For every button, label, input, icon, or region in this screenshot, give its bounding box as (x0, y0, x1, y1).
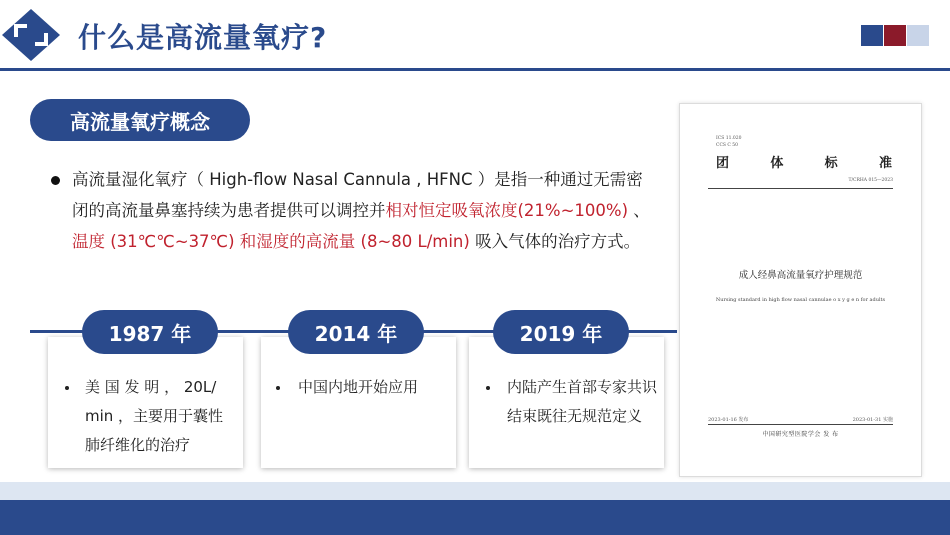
card-bullet (276, 386, 280, 390)
year-badge-2014: 2014 年 (288, 310, 424, 354)
timeline-card-1987 (48, 337, 243, 468)
doc-ccs-code: CCS C 50 (716, 143, 738, 148)
card-text: 内陆产生首部专家共识结束既往无规范定义 (507, 378, 658, 425)
doc-sub-title: Nursing standard in high flow nasal cannulae o x y g e n for adults (715, 297, 886, 303)
concept-paragraph (72, 164, 657, 257)
accent-square-blue (861, 25, 883, 46)
doc-effective-date: 2023-01-31 实施 (852, 417, 893, 423)
standard-document-thumbnail (679, 103, 922, 477)
doc-heading-char: 标 (824, 156, 838, 171)
doc-ics-code: ICS 11.020 (716, 136, 742, 141)
doc-heading-char: 准 (878, 156, 892, 171)
header-divider (0, 68, 950, 71)
year-badge-2019: 2019 年 (493, 310, 629, 354)
doc-number: T/CRHA 015—2023 (848, 178, 893, 183)
timeline-card-2019 (469, 337, 664, 468)
bullet-dot (51, 176, 60, 185)
doc-issue-date: 2023-01-16 发布 (708, 417, 749, 423)
concept-pill: 高流量氧疗概念 (30, 99, 250, 141)
para-text-3: 吸入气体的治疗方式。 (469, 232, 641, 251)
card-bullet (65, 386, 69, 390)
card-bullet (486, 386, 490, 390)
doc-heading-char: 团 (716, 156, 730, 171)
para-text-2: 、 (628, 201, 650, 220)
para-text-1: 高流量湿化氧疗（ High-flow Nasal Cannula , HFNC ）是指一种通过无需密闭的高流量鼻塞持续为患者提供可以调控并 (72, 170, 643, 220)
footer-band-light (0, 482, 950, 500)
logo-diamond-icon (0, 6, 68, 64)
card-text: 中国内地开始应用 (298, 378, 419, 396)
page-title: 什么是高流量氧疗? (78, 21, 328, 54)
accent-square-light (907, 25, 929, 46)
doc-top-rule (708, 188, 893, 189)
doc-heading-char: 体 (770, 156, 784, 171)
card-text: 美 国 发 明 ， 20L/ min ，主要用于囊性肺纤维化的治疗 (85, 378, 224, 454)
doc-publisher: 中国研究型医院学会 发 布 (762, 431, 839, 438)
para-highlight-concentration: 相对恒定吸氧浓度(21%~100%) (385, 201, 629, 220)
doc-bottom-rule (708, 424, 893, 425)
timeline-card-2014 (261, 337, 456, 468)
doc-main-title: 成人经鼻高流量氧疗护理规范 (738, 270, 863, 281)
doc-heading (716, 152, 892, 171)
para-highlight-temperature-flow: 温度 (31℃℃~37℃) 和湿度的高流量 (8~80 L/min) (72, 232, 470, 251)
accent-square-red (884, 25, 906, 46)
year-badge-1987: 1987 年 (82, 310, 218, 354)
footer-band-dark (0, 500, 950, 535)
